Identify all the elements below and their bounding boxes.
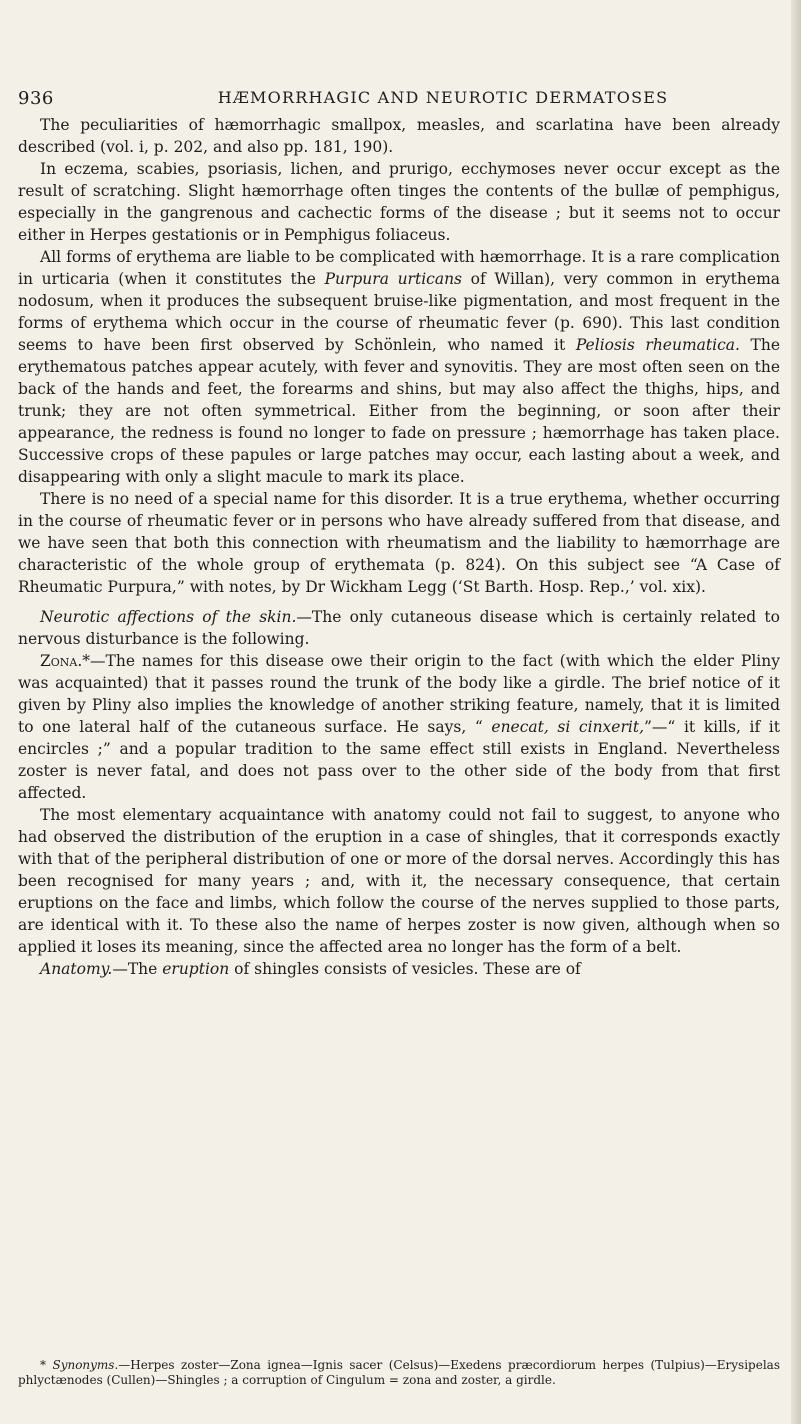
term-peliosis-rheumatica: Peliosis rheumatica.	[575, 336, 740, 354]
footnote-label: Synonyms.	[52, 1358, 119, 1372]
paragraph-zona: Zona.*—The names for this disease owe their origin to the fact (with which the elder Pliny was acquainted) that it passes round the trunk of the body like a girdle. The brief notice of it given by Pliny also implies the knowledge of another striking feature, namely, that it is limited to one lateral half of the cutaneous surface. He says, “ enecat, si cinxerit,”—“ it kills, if it encircles ;” and a popular tradition to the same effect still exists in England. Nevertheless zoster is never fatal, and does not pass over to the other side of the body from that first affected.	[18, 652, 780, 802]
latin-quote: enecat, si cinxerit,	[491, 718, 644, 736]
running-title: HÆMORRHAGIC AND NEUROTIC DERMATOSES	[217, 88, 669, 107]
term-purpura-urticans: Purpura urticans	[324, 270, 463, 288]
footnote-mark: *	[82, 652, 91, 670]
section-heading-zona: Zona.	[40, 652, 83, 670]
footnote-symbol: *	[40, 1358, 46, 1372]
section-heading-anatomy: Anatomy.	[40, 960, 113, 978]
page-number: 936	[18, 88, 54, 109]
body-text	[18, 114, 780, 980]
running-head	[18, 88, 778, 112]
paragraph-special-name: There is no need of a special name for this disorder. It is a true erythema, whether occurring in the course of rheumatic fever or in persons who have already suffered from that disease, and we have seen that both this connection with rheumatism and the liability to hæmorrhage are characteristic of the whole group of erythemata (p. 824). On this subject see “A Case of Rheumatic Purpura,” with notes, by Dr Wickham Legg (‘St Barth. Hosp. Rep.,’ vol. xix).	[18, 490, 780, 596]
footnote	[18, 1358, 780, 1388]
term-eruption: eruption	[162, 960, 230, 978]
footnote-text: —Herpes zoster—Zona ignea—Ignis sacer (Celsus)—Exedens præcordiorum herpes (Tulpius)—Erysipelas phlyctænodes (Cullen)—Shingles ; a corruption of Cingulum = zona and zoster, a girdle.	[18, 1358, 780, 1387]
paragraph-smallpox: The peculiarities of hæmorrhagic smallpox, measles, and scarlatina have been already described (vol. i, p. 202, and also pp. 181, 190).	[18, 116, 780, 156]
paragraph-eczema: In eczema, scabies, psoriasis, lichen, and prurigo, ecchymoses never occur except as the result of scratching. Slight hæmorrhage often tinges the contents of the bullæ of pemphigus, especially in the gangrenous and cachectic forms of the disease ; but it seems not to occur either in Herpes gestationis or in Pemphigus foliaceus.	[18, 160, 780, 244]
page-edge	[791, 0, 801, 1424]
paragraph-anatomy-acquaintance: The most elementary acquaintance with anatomy could not fail to suggest, to anyone who had observed the distribution of the eruption in a case of shingles, that it corresponds exactly with that of the peripheral distribution of one or more of the dorsal nerves. Accordingly this has been recognised for many years ; and, with it, the necessary consequence, that certain eruptions on the face and limbs, which follow the course of the nerves supplied to those parts, are identical with it. To these also the name of herpes zoster is now given, although when so applied it loses its meaning, since the affected area no longer has the form of a belt.	[18, 806, 780, 956]
paragraph-anatomy: Anatomy.—The eruption of shingles consists of vesicles. These are of	[40, 960, 581, 978]
section-heading-neurotic: Neurotic affections of the skin.	[40, 608, 297, 626]
paragraph-neurotic-affections: Neurotic affections of the skin.—The only cutaneous disease which is certainly related to nervous disturbance is the following.	[18, 608, 780, 648]
paragraph-erythema: All forms of erythema are liable to be complicated with hæmorrhage. It is a rare complication in urticaria (when it constitutes the Purpura urticans of Willan), very common in erythema nodosum, when it produces the subsequent bruise-like pigmentation, and most frequent in the forms of erythema which occur in the course of rheumatic fever (p. 690). This last condition seems to have been first observed by Schönlein, who named it Peliosis rheumatica. The erythematous patches appear acutely, with fever and synovitis. They are most often seen on the back of the hands and feet, the forearms and shins, but may also affect the thighs, hips, and trunk; they are not often symmetrical. Either from the beginning, or soon after their appearance, the redness is found no longer to fade on pressure ; hæmorrhage has taken place. Successive crops of these papules or large patches may occur, each lasting about a week, and disappearing with only a slight macule to mark its place.	[18, 248, 781, 486]
